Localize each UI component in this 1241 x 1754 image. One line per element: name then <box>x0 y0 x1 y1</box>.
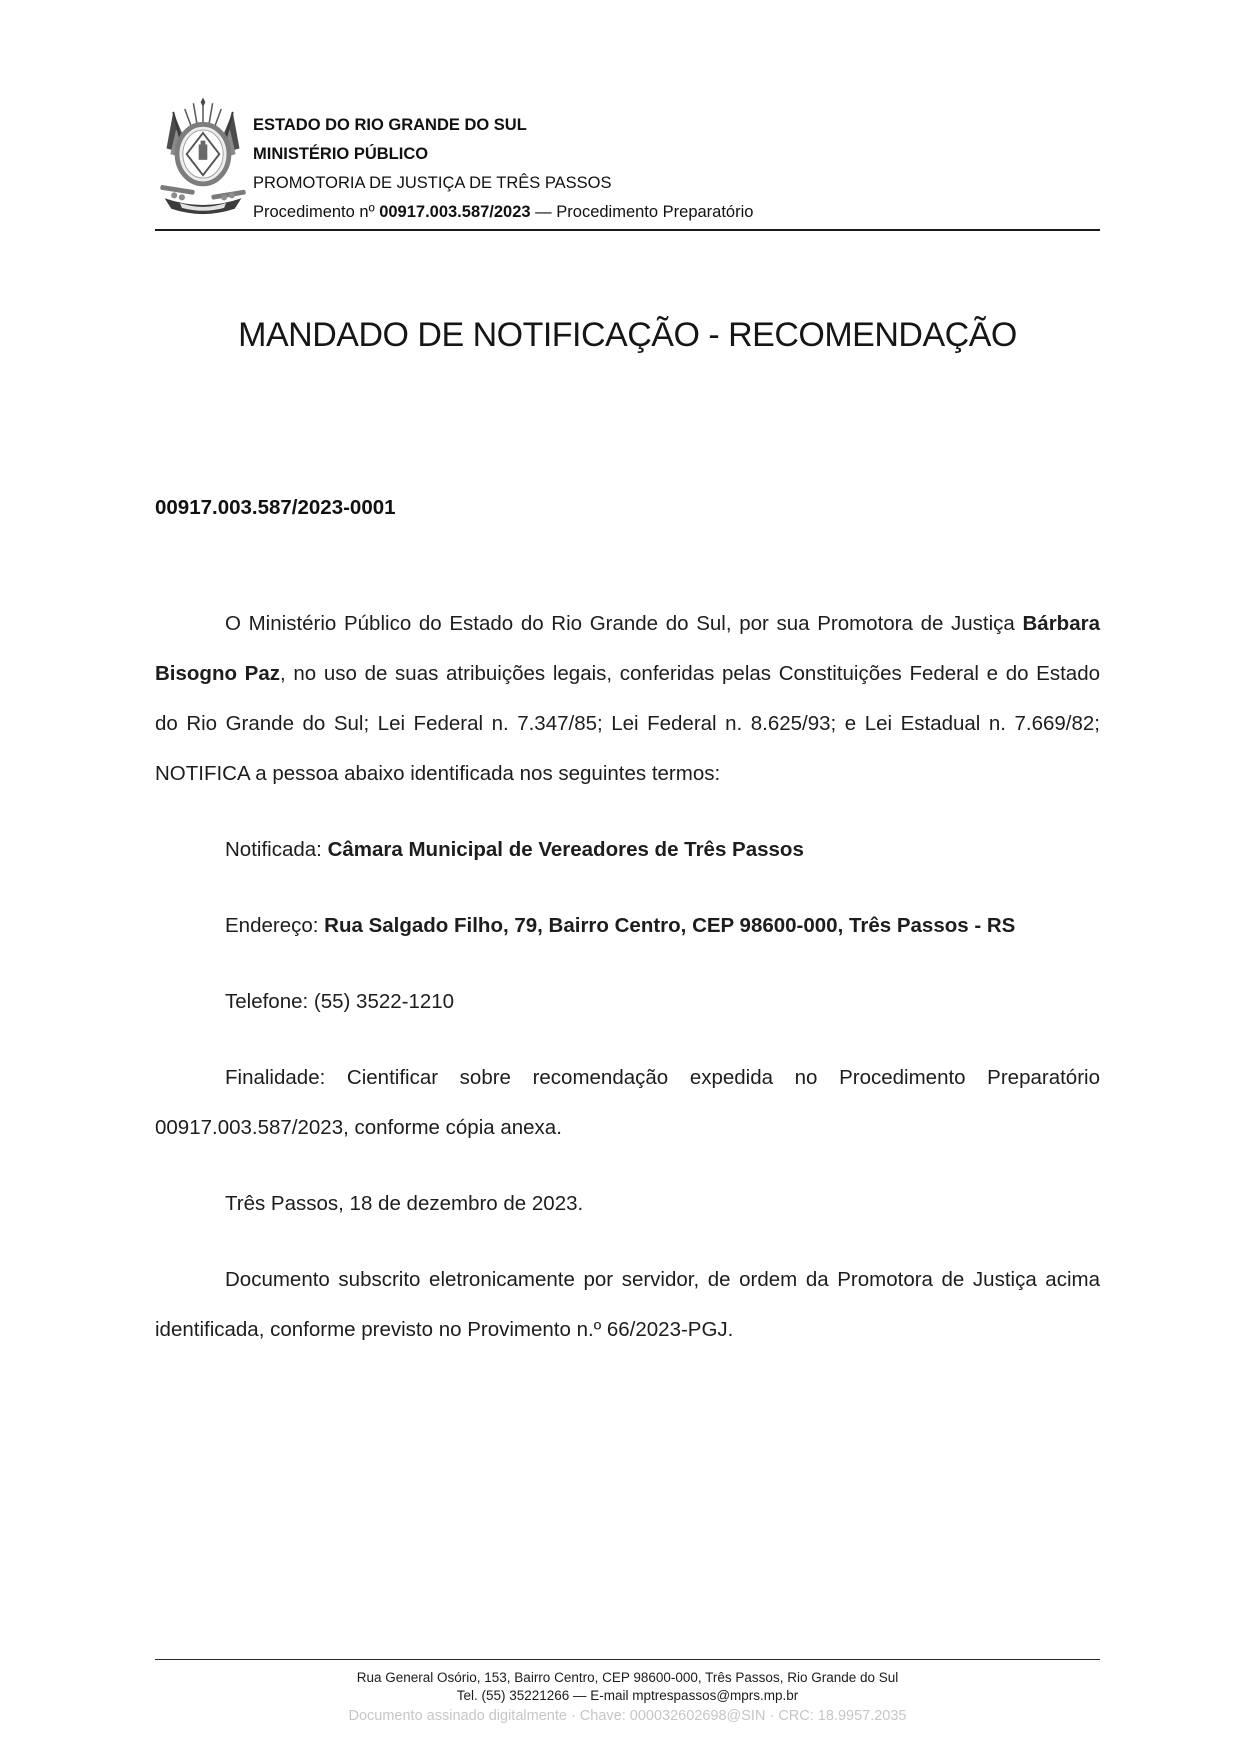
header-org-line: MINISTÉRIO PÚBLICO <box>253 145 429 163</box>
address-label: Endereço: <box>225 914 325 937</box>
address-value: Rua Salgado Filho, 79, Bairro Centro, CEP 98600-000, Três Passos - RS <box>324 914 1016 937</box>
paragraph-intro <box>155 599 1100 799</box>
intro-text-end: , no uso de suas atribuições legais, conferidas pelas Constituições Federal e do Estado do Rio Grande do Sul; Lei Federal n. 7.347/85; Lei Federal n. 8.625/93; e Lei Estadual n. 7.669/82; NOTIFICA a pessoa abaixo identificada nos seguintes termos: <box>155 662 1100 785</box>
procedure-prefix: Procedimento nº <box>253 203 380 221</box>
digital-signature-line: Documento assinado digitalmente · Chave: 000032602698@SIN · CRC: 18.9957.2035 <box>348 1708 907 1724</box>
notified-value: Câmara Municipal de Vereadores de Três Passos <box>327 838 804 861</box>
document-footer <box>155 1659 1100 1725</box>
footer-contact: Tel. (55) 35221266 — E-mail mptrespassos@mprs.mp.br <box>456 1688 799 1703</box>
notified-label: Notificada: <box>225 838 328 861</box>
paragraph-purpose: Finalidade: Cientificar sobre recomendação expedida no Procedimento Preparatório 00917.003.587/2023, conforme cópia anexa. <box>155 1066 1100 1139</box>
paragraph-notified <box>155 825 1100 875</box>
paragraph-address <box>155 901 1100 951</box>
document-number: 00917.003.587/2023-0001 <box>155 496 396 519</box>
promotora-name: Bárbara Bisogno Paz <box>155 612 1100 685</box>
procedure-number: 00917.003.587/2023 <box>379 203 531 221</box>
intro-text-start: O Ministério Público do Estado do Rio Grande do Sul, por sua Promotora de Justiça <box>225 612 1023 635</box>
paragraph-closing: Documento subscrito eletronicamente por servidor, de ordem da Promotora de Justiça acima identificada, conforme previsto no Provimento n.º 66/2023-PGJ. <box>155 1268 1100 1341</box>
footer-address: Rua General Osório, 153, Bairro Centro, CEP 98600-000, Três Passos, Rio Grande do Sul <box>356 1670 899 1685</box>
paragraph-date-place: Três Passos, 18 de dezembro de 2023. <box>225 1192 584 1215</box>
procedure-suffix: — Procedimento Preparatório <box>530 203 754 221</box>
header-state-line: ESTADO DO RIO GRANDE DO SUL <box>253 116 527 134</box>
header-promotoria-line: PROMOTORIA DE JUSTIÇA DE TRÊS PASSOS <box>253 174 612 192</box>
footer-text-block <box>155 1660 1100 1705</box>
document-title: MANDADO DE NOTIFICAÇÃO - RECOMENDAÇÃO <box>238 316 1017 354</box>
header-divider <box>155 229 1100 231</box>
header-text-block <box>251 95 753 227</box>
header-procedure-line <box>253 198 753 227</box>
document-header <box>155 95 1100 227</box>
paragraph-phone: Telefone: (55) 3522-1210 <box>225 990 455 1013</box>
document-body <box>155 599 1100 1355</box>
coat-of-arms-icon <box>155 95 251 222</box>
